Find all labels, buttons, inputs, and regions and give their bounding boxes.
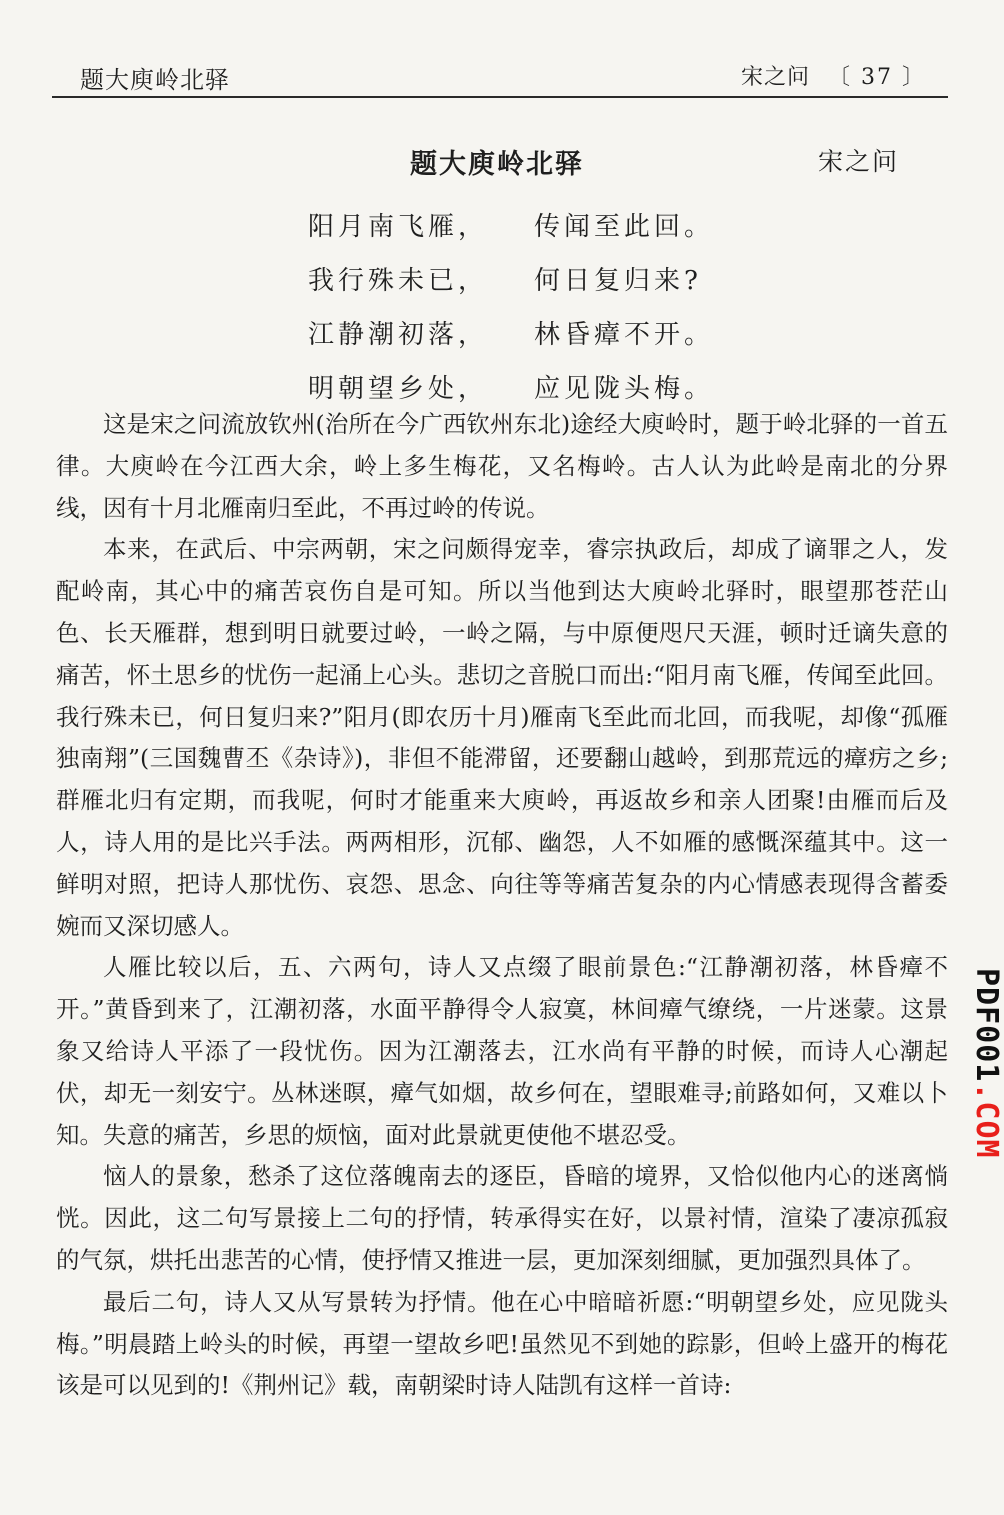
poem-line [308,260,728,314]
watermark-text: PDF001 [969,968,1004,1083]
poem-author: 宋之问 [818,147,900,176]
commentary-paragraph: 本来，在武后、中宗两朝，宋之问颇得宠幸，睿宗执政后，却成了谪罪之人，发配岭南，其心中的痛苦哀伤自是可知。所以当他到达大庾岭北驿时，眼望那苍茫山色、长天雁群，想到明日就要过岭，一岭之隔，与中原便咫尺天涯，顿时迁谪失意的痛苦，怀土思乡的忧伤一起涌上心头。悲切之音脱口而出:“阳月南飞雁，传闻至此回。我行殊未已，何日复归来?”阳月(即农历十月)雁南飞至此而北回，而我呢，却像“孤雁独南翔”(三国魏曹丕《杂诗》)，非但不能滞留，还要翻山越岭，到那荒远的瘴疠之乡;群雁北归有定期，而我呢，何时才能重来大庾岭，再返故乡和亲人团聚!由雁而后及人，诗人用的是比兴手法。两两相形，沉郁、幽怨，人不如雁的感慨深蕴其中。这一鲜明对照，把诗人那忧伤、哀怨、思念、向往等等痛苦复杂的内心情感表现得含蓄委婉而又深切感人。 [56,535,948,940]
commentary [56,404,948,1407]
header-book-title: 题大庾岭北驿 [80,66,230,94]
poem-verse: 我行殊未已， [308,266,489,296]
watermark-domain: .COM [969,1082,1004,1159]
poem-line [308,206,728,260]
poem-verse: 何日复归来? [534,266,702,296]
poem-line [308,314,728,368]
commentary-paragraph: 人雁比较以后，五、六两句，诗人又点缀了眼前景色:“江静潮初落，林昏瘴不开。”黄昏到来了，江潮初落，水面平静得令人寂寞，林间瘴气缭绕，一片迷蒙。这景象又给诗人平添了一段忧伤。因为江潮落去，江水尚有平静的时候，而诗人心潮起伏，却无一刻安宁。丛林迷暝，瘴气如烟，故乡何在，望眼难寻;前路如何，又难以卜知。失意的痛苦，乡思的烦恼，面对此景就更使他不堪忍受。 [56,953,948,1149]
site-watermark [964,968,1004,1159]
poem-body [308,206,728,422]
poem-title: 题大庾岭北驿 [410,149,584,180]
header-author: 宋之问 [741,65,811,90]
commentary-paragraph: 恼人的景象，愁杀了这位落魄南去的逐臣，昏暗的境界，又恰似他内心的迷离惝恍。因此，这二句写景接上二句的抒情，转承得实在好，以景衬情，渲染了凄凉孤寂的气氛，烘托出悲苦的心情，使抒情又推进一层，更加深刻细腻，更加强烈具体了。 [56,1162,948,1274]
poem-verse: 林昏瘴不开。 [534,320,715,350]
commentary-paragraph: 这是宋之问流放钦州(治所在今广西钦州东北)途经大庾岭时，题于岭北驿的一首五律。大庾岭在今江西大余，岭上多生梅花，又名梅岭。古人认为此岭是南北的分界线，因有十月北雁南归至此，不再过岭的传说。 [56,410,948,522]
header-author-page [741,60,926,91]
poem-verse: 江静潮初落， [308,320,489,350]
poem-verse: 阳月南飞雁， [308,212,489,242]
poem-verse: 明朝望乡处， [308,374,489,404]
commentary-paragraph: 最后二句，诗人又从写景转为抒情。他在心中暗暗祈愿:“明朝望乡处，应见陇头梅。”明晨踏上岭头的时候，再望一望故乡吧!虽然见不到她的踪影，但岭上盛开的梅花该是可以见到的!《荆州记》载，南朝梁时诗人陆凯有这样一首诗: [56,1287,948,1400]
page-number: 〔 37 〕 [828,65,926,90]
running-header [52,56,948,98]
poem-verse: 传闻至此回。 [534,212,715,242]
poem-verse: 应见陇头梅。 [534,374,715,404]
